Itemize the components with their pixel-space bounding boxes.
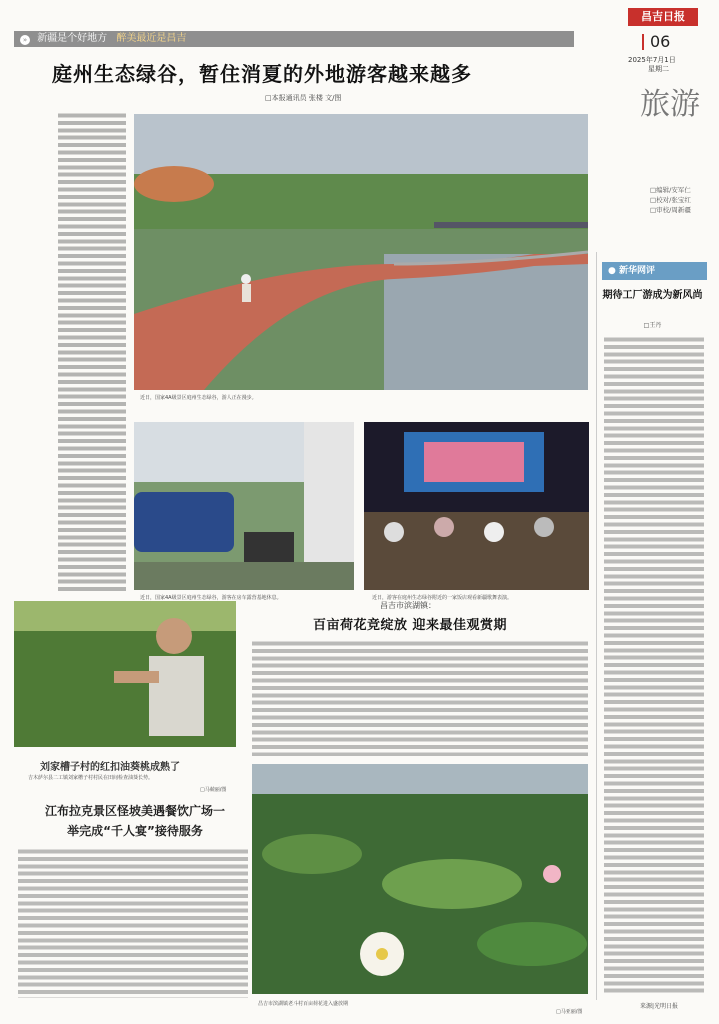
farmer-caption-text: 吉木萨尔县二工镇刘家槽子村村民在田间检查油葵长势。 [28,775,154,781]
banner-prefix: 新疆是个好地方 [37,33,108,44]
sidebar-author: □王丹 [643,322,662,329]
lotus-byline: □马亚丽/图 [556,1009,583,1015]
star-icon: ● [608,266,616,276]
body-text-lines [18,848,248,998]
farmer-byline: □马兢丽/图 [200,787,227,793]
body-text-lines [252,640,588,756]
sidebar-body [604,336,704,996]
issue-weekday: 星期二 [648,65,669,73]
sidebar-header-label: 新华网评 [619,266,656,276]
van-photo [134,422,354,590]
lotus-kicker: 昌吉市滨湖镇： [380,601,436,610]
section-name: 旅游 [640,87,700,122]
banner-accent: 醉美最近是昌吉 [116,33,187,44]
photo-caption: 近日，国家4A级景区庭州生态绿谷，游客在房车露营基地休息。 [140,595,282,601]
editor-credit: □校对/张宝红 [650,196,691,204]
byline: □本报通讯员 张楼 文/图 [265,94,342,102]
performance-photo [364,422,589,590]
jiangbulake-body [18,848,248,998]
farmer-photo [14,601,236,747]
photo-caption: 近日，国家4A级景区庭州生态绿谷，游人正在漫步。 [140,395,257,401]
jiangbulake-headline: 江布拉克景区怪坡美遇餐饮广场一举完成“千人宴”接待服务 [44,804,225,838]
lotus-headline: 百亩荷花竞绽放 迎来最佳观赏期 [313,618,508,633]
lotus-photo [252,764,588,994]
sidebar-title: 期待工厂游成为新风尚 [602,290,703,301]
text-spacer [134,404,366,420]
farmer-caption-title: 刘家槽子村的红扣油葵桃成熟了 [40,762,180,773]
editor-credits [650,185,691,215]
editor-credit: □审校/周新疆 [650,206,691,214]
sidebar-header [602,262,707,280]
sidebar-source: 来源|光明日报 [640,1003,679,1010]
editor-credit: □编辑/安军仁 [650,186,691,194]
boardwalk-photo [134,114,588,390]
lotus-body [252,640,588,756]
issue-date: 2025年7月1日 [628,56,676,64]
body-text-lines [58,112,126,592]
article-body-column [58,112,126,592]
body-text-lines [604,336,704,996]
newspaper-logo: 昌吉日报 [628,8,698,26]
section-banner [14,31,574,47]
double-chevron-icon: » [20,35,30,45]
page-number: 06 [650,32,671,51]
headline: 庭州生态绿谷，暂住消夏的外地游客越来越多 [52,62,472,86]
photo-caption: 近日，游客在庭州生态绿谷附近的一家饭店观看新疆歌舞表演。 [372,595,513,601]
lotus-caption: 昌吉市滨湖镇老斗村百亩荷花进入盛放期 [258,1001,349,1007]
